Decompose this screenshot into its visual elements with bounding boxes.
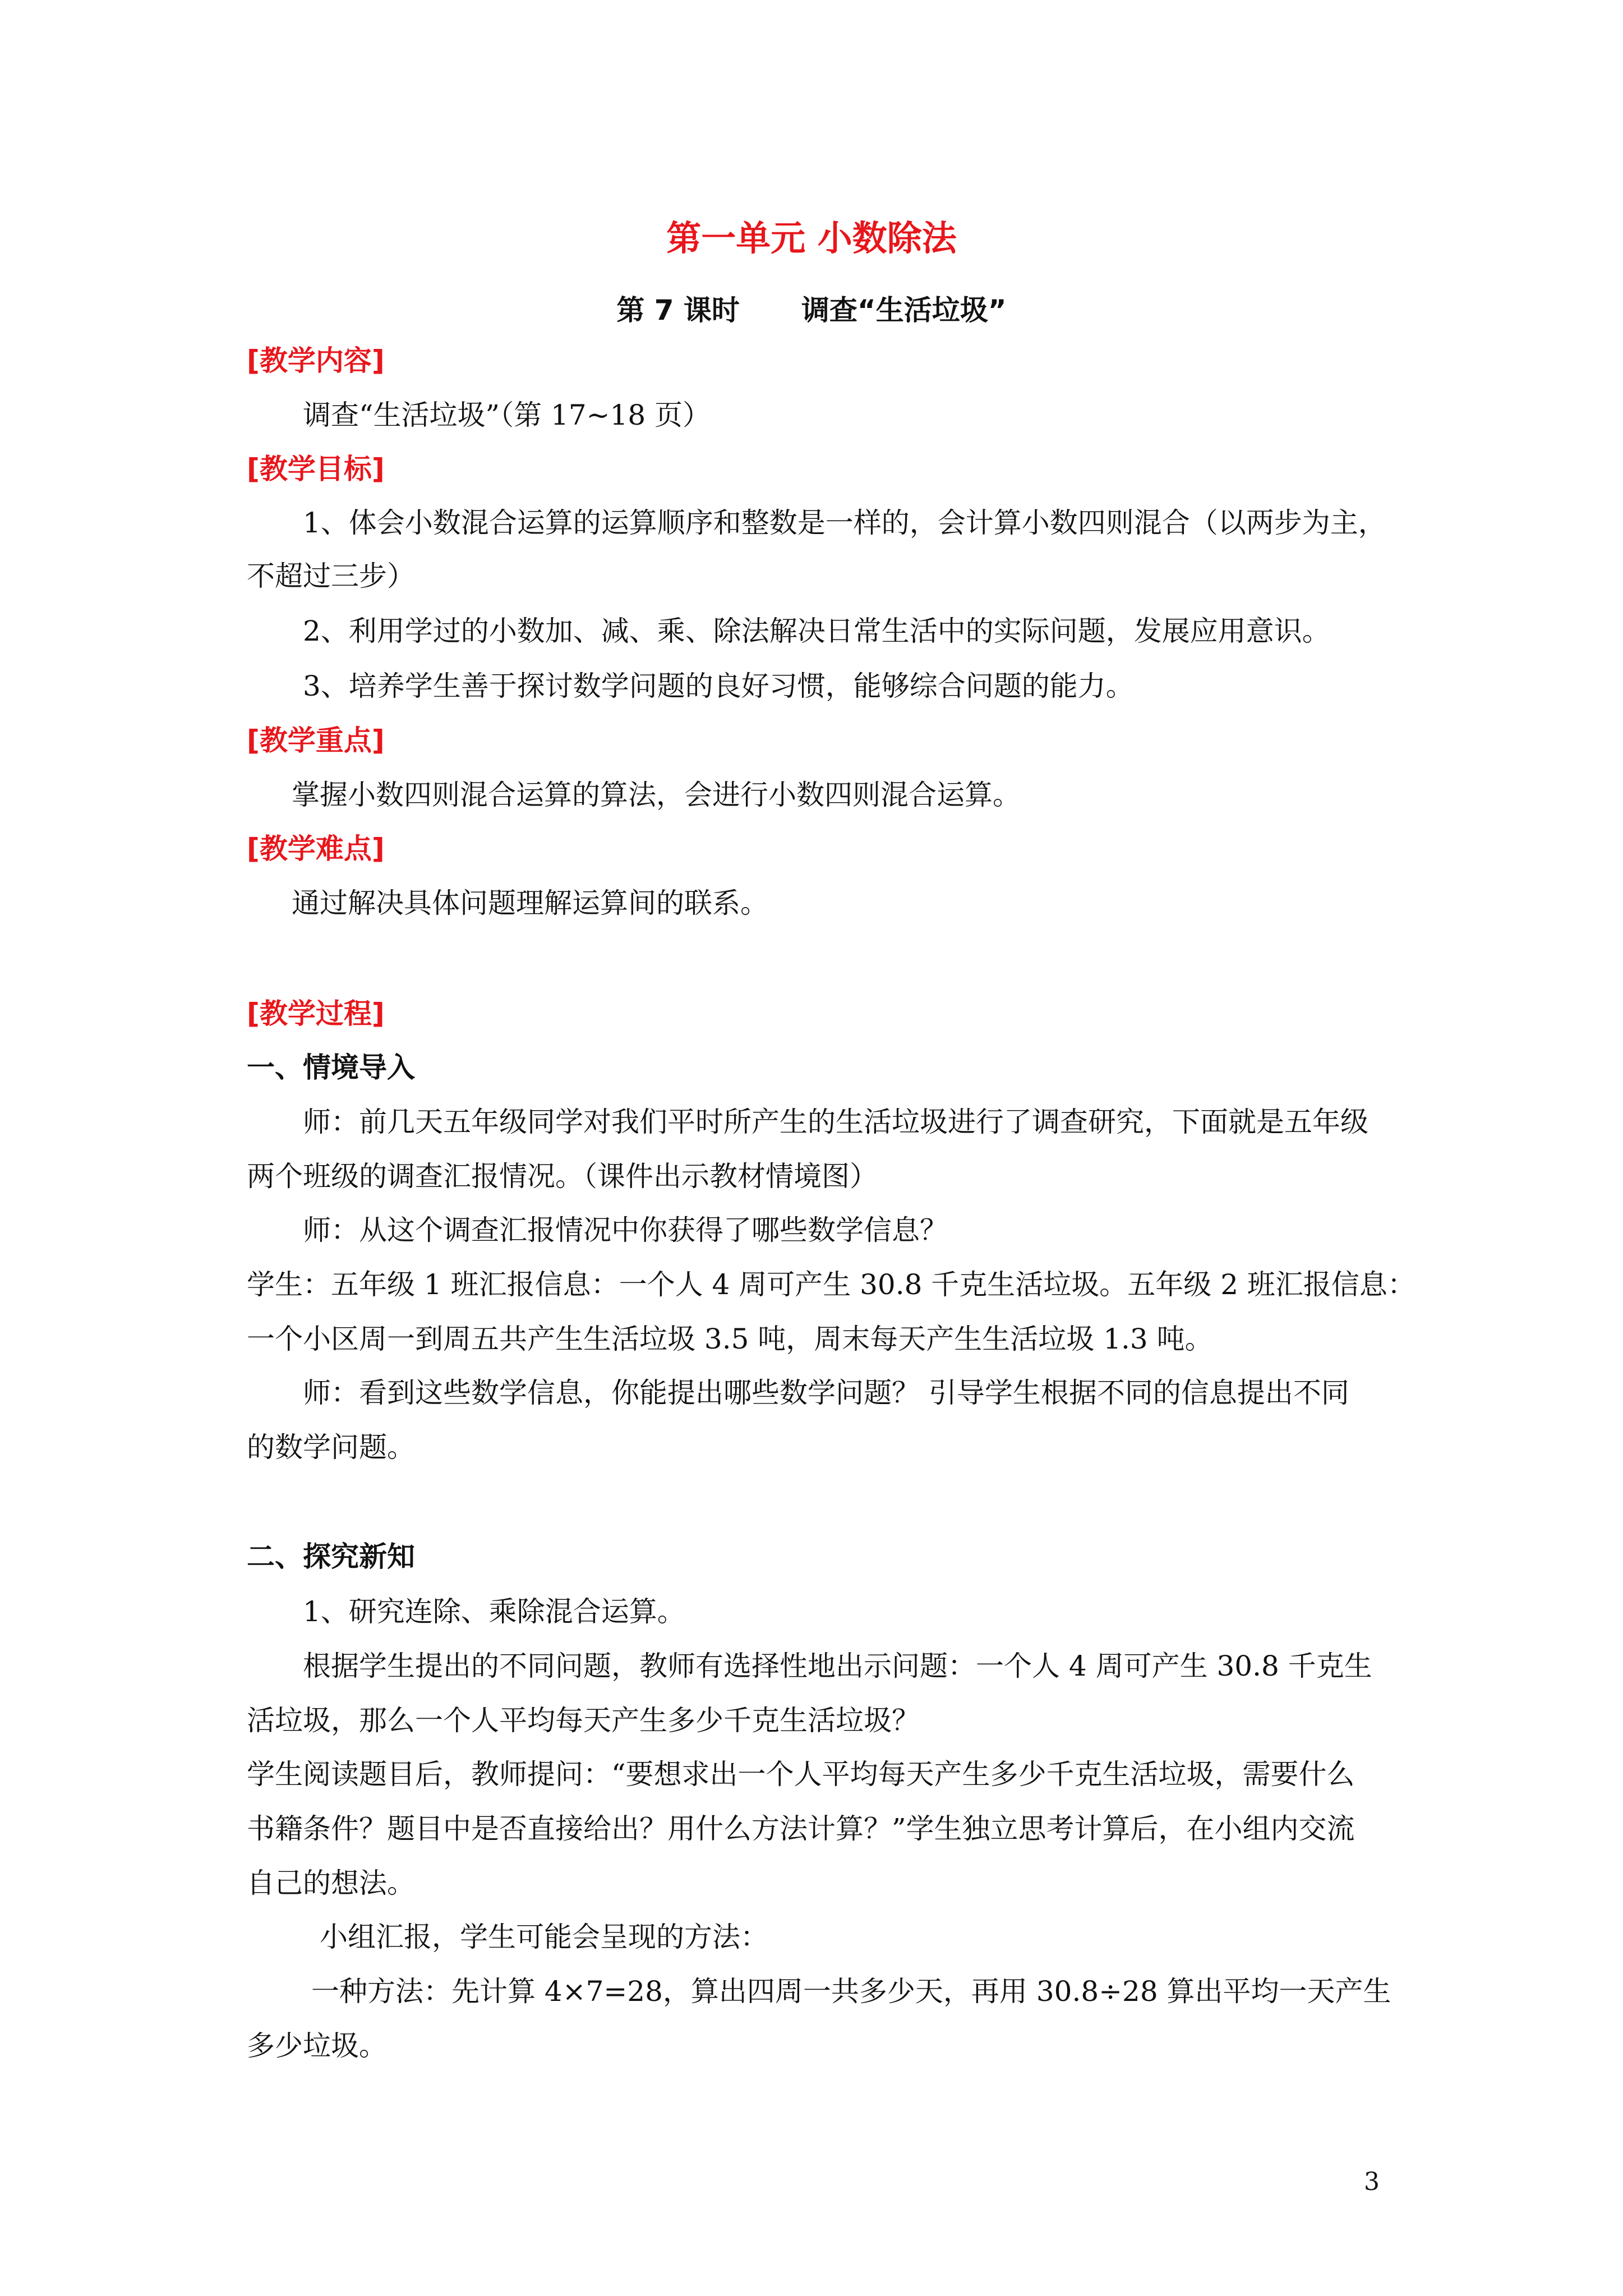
page-number: 3 xyxy=(1364,2168,1380,2196)
lesson-topic: 调查“生活垃圾” xyxy=(801,294,1007,326)
paragraph-3-line-1: 学生：五年级 1 班汇报信息：一个人 4 周可产生 30.8 千克生活垃圾。五年级 2 班汇报信息： xyxy=(247,1268,1415,1301)
paragraph-3-line-2: 一个小区周一到周五共产生生活垃圾 3.5 吨，周末每天产生生活垃圾 1.3 吨。 xyxy=(247,1323,1213,1355)
part-1-heading: 一、情境导入 xyxy=(247,1051,415,1084)
paragraph-7-line-1: 学生阅读题目后，教师提问：“要想求出一个人平均每天产生多少千克生活垃圾，需要什么 xyxy=(247,1758,1355,1791)
paragraph-6-line-2: 活垃圾，那么一个人平均每天产生多少千克生活垃圾？ xyxy=(247,1704,920,1737)
difficulties-text: 通过解决具体问题理解运算间的联系。 xyxy=(292,887,768,919)
paragraph-5: 1、研究连除、乘除混合运算。 xyxy=(303,1595,685,1628)
paragraph-4-line-1: 师：看到这些数学信息，你能提出哪些数学问题？ 引导学生根据不同的信息提出不同 xyxy=(303,1377,1349,1409)
goal-3: 3、培养学生善于探讨数学问题的良好习惯，能够综合问题的能力。 xyxy=(303,670,1134,702)
page-title: 第一单元 小数除法 xyxy=(666,218,957,259)
heading-difficulties: [教学难点] xyxy=(247,832,385,865)
content-text: 调查“生活垃圾”（第 17~18 页） xyxy=(303,399,711,431)
paragraph-9-line-1: 一种方法：先计算 4×7=28，算出四周一共多少天，再用 30.8÷28 算出平均一天产生 xyxy=(311,1975,1391,2008)
lesson-subtitle xyxy=(0,291,1623,330)
heading-goals: [教学目标] xyxy=(247,453,385,485)
heading-key-points: [教学重点] xyxy=(247,724,385,757)
goal-1-line-2: 不超过三步） xyxy=(247,560,415,592)
paragraph-9-line-2: 多少垃圾。 xyxy=(247,2030,387,2062)
paragraph-7-line-3: 自己的想法。 xyxy=(247,1867,415,1899)
paragraph-8: 小组汇报，学生可能会呈现的方法： xyxy=(320,1921,768,1953)
paragraph-2: 师：从这个调查汇报情况中你获得了哪些数学信息？ xyxy=(303,1214,948,1246)
paragraph-6-line-1: 根据学生提出的不同问题，教师有选择性地出示问题：一个人 4 周可产生 30.8 千克生 xyxy=(303,1650,1372,1682)
part-2-heading: 二、探究新知 xyxy=(247,1540,415,1573)
key-points-text: 掌握小数四则混合运算的算法，会进行小数四则混合运算。 xyxy=(292,779,1021,811)
heading-content: [教学内容] xyxy=(247,344,385,377)
paragraph-1-line-2: 两个班级的调查汇报情况。（课件出示教材情境图） xyxy=(247,1160,878,1193)
heading-process: [教学过程] xyxy=(247,997,385,1030)
paragraph-7-line-2: 书籍条件？题目中是否直接给出？用什么方法计算？”学生独立思考计算后，在小组内交流 xyxy=(247,1812,1355,1845)
lesson-number: 第 7 课时 xyxy=(616,294,740,326)
paragraph-4-line-2: 的数学问题。 xyxy=(247,1431,415,1464)
goal-2: 2、利用学过的小数加、减、乘、除法解决日常生活中的实际问题，发展应用意识。 xyxy=(303,615,1330,647)
goal-1-line-1: 1、体会小数混合运算的运算顺序和整数是一样的，会计算小数四则混合（以两步为主， xyxy=(303,507,1386,539)
paragraph-1-line-1: 师：前几天五年级同学对我们平时所产生的生活垃圾进行了调查研究，下面就是五年级 xyxy=(303,1106,1368,1138)
